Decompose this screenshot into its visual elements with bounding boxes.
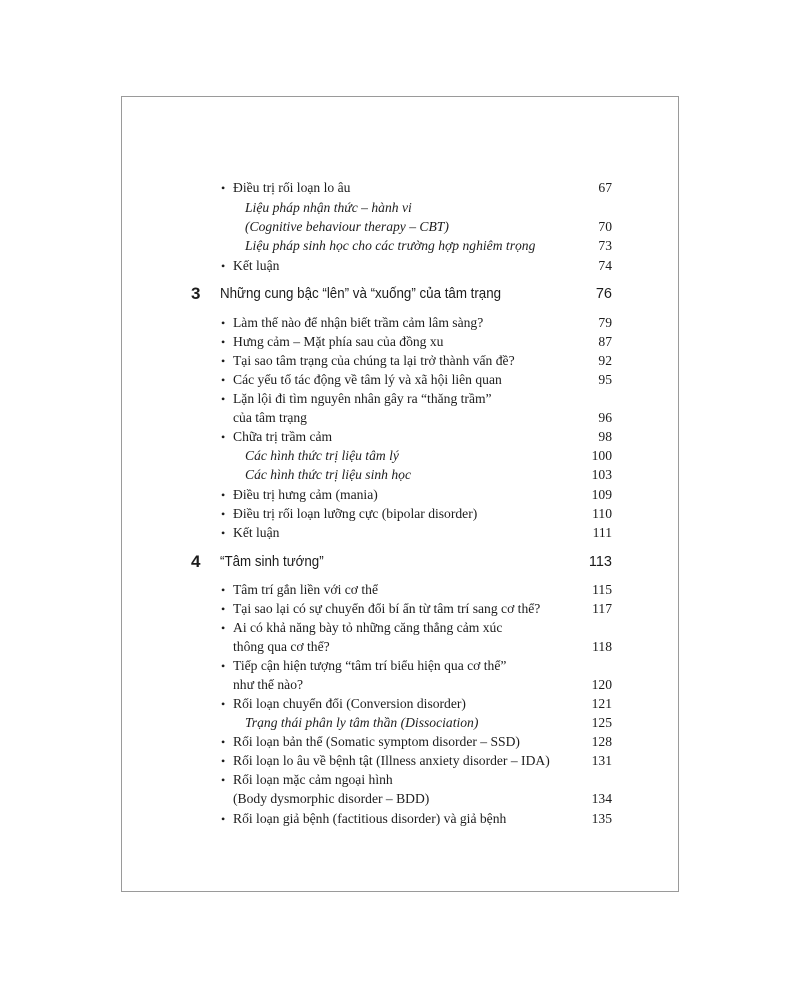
- page-number: 134: [591, 791, 612, 806]
- entry-title: Kết luận: [233, 525, 280, 540]
- page-number: 120: [591, 677, 612, 692]
- entry-title: Trạng thái phân ly tâm thần (Dissociation): [245, 715, 479, 730]
- entry-title: Liệu pháp nhận thức – hành vi: [245, 200, 412, 215]
- bullet-icon: •: [221, 507, 226, 521]
- toc-subentry: [0, 236, 800, 256]
- entry-title: của tâm trạng: [233, 410, 307, 425]
- bullet-icon: •: [221, 354, 226, 368]
- toc-entry: [0, 618, 800, 638]
- toc-entry: [0, 504, 800, 524]
- bullet-icon: •: [221, 754, 226, 768]
- chapter-number: 3: [191, 284, 201, 303]
- entry-title: Hưng cảm – Mặt phía sau của đồng xu: [233, 334, 444, 349]
- chapter-heading: [0, 550, 800, 574]
- page-number: 79: [598, 315, 612, 330]
- toc-subentry: [0, 217, 800, 237]
- bullet-icon: •: [221, 583, 226, 597]
- toc-entry: [0, 427, 800, 447]
- page-number: 67: [598, 180, 612, 195]
- toc-entry: [0, 599, 800, 619]
- toc-entry: [0, 408, 800, 428]
- page-number: 131: [591, 753, 612, 768]
- entry-title: Kết luận: [233, 258, 280, 273]
- entry-title: như thế nào?: [233, 677, 304, 692]
- toc-entry: [0, 523, 800, 543]
- toc-entry: [0, 485, 800, 505]
- entry-title: Các hình thức trị liệu sinh học: [245, 467, 411, 482]
- page-number: 115: [592, 582, 612, 597]
- bullet-icon: •: [221, 602, 226, 616]
- toc-entry: [0, 732, 800, 752]
- page-number: 117: [592, 601, 612, 616]
- toc-entry: [0, 637, 800, 657]
- page-number: 125: [591, 715, 612, 730]
- toc-entry: [0, 332, 800, 352]
- toc-subentry: [0, 713, 800, 733]
- page-number: 70: [598, 219, 612, 234]
- entry-title: Các hình thức trị liệu tâm lý: [245, 448, 399, 463]
- entry-title: Rối loạn giả bệnh (factitious disorder) và giả bệnh: [233, 811, 507, 826]
- entry-title: Rối loạn chuyển đổi (Conversion disorder): [233, 696, 466, 711]
- entry-title: Tại sao tâm trạng của chúng ta lại trở thành vấn đề?: [233, 353, 515, 368]
- page-number: 111: [592, 525, 612, 540]
- toc-subentry: [0, 446, 800, 466]
- bullet-icon: •: [221, 735, 226, 749]
- page-number: 109: [591, 487, 612, 502]
- toc-entry: [0, 313, 800, 333]
- toc-subentry: [0, 465, 800, 485]
- entry-title: Làm thế nào để nhận biết trầm cảm lâm sàng?: [233, 315, 484, 330]
- entry-title: Lặn lội đi tìm nguyên nhân gây ra “thăng trầm”: [233, 391, 492, 406]
- chapter-heading: [0, 282, 800, 306]
- page-number: 110: [592, 506, 612, 521]
- page-number: 92: [598, 353, 612, 368]
- page-number: 100: [591, 448, 612, 463]
- bullet-icon: •: [221, 697, 226, 711]
- bullet-icon: •: [221, 181, 226, 195]
- page-number: 98: [598, 429, 612, 444]
- bullet-icon: •: [221, 773, 226, 787]
- entry-title: (Cognitive behaviour therapy – CBT): [245, 219, 449, 234]
- entry-title: Rối loạn mặc cảm ngoại hình: [233, 772, 393, 787]
- bullet-icon: •: [221, 659, 226, 673]
- toc-entry: [0, 389, 800, 409]
- entry-title: Điều trị rối loạn lo âu: [233, 180, 351, 195]
- bullet-icon: •: [221, 335, 226, 349]
- bullet-icon: •: [221, 259, 226, 273]
- entry-title: (Body dysmorphic disorder – BDD): [233, 791, 430, 806]
- bullet-icon: •: [221, 621, 226, 635]
- chapter-title: “Tâm sinh tướng”: [220, 554, 324, 570]
- entry-title: Tiếp cận hiện tượng “tâm trí biểu hiện qua cơ thể”: [233, 658, 507, 673]
- page-number: 73: [598, 238, 612, 253]
- toc-entry: [0, 580, 800, 600]
- toc-entry: [0, 351, 800, 371]
- toc-entry: [0, 789, 800, 809]
- toc-entry: [0, 256, 800, 276]
- toc-entry: [0, 770, 800, 790]
- toc-entry: [0, 656, 800, 676]
- entry-title: Tâm trí gắn liền với cơ thể: [233, 582, 378, 597]
- page-number: 103: [591, 467, 612, 482]
- page-number: 118: [592, 639, 612, 654]
- page-number: 76: [595, 286, 612, 302]
- entry-title: Các yếu tố tác động về tâm lý và xã hội liên quan: [233, 372, 502, 387]
- bullet-icon: •: [221, 316, 226, 330]
- bullet-icon: •: [221, 526, 226, 540]
- entry-title: Tại sao lại có sự chuyển đổi bí ẩn từ tâm trí sang cơ thể?: [233, 601, 541, 616]
- entry-title: Chữa trị trầm cảm: [233, 429, 333, 444]
- page-number: 74: [598, 258, 612, 273]
- bullet-icon: •: [221, 488, 226, 502]
- toc-entry: [0, 370, 800, 390]
- page-number: 113: [588, 554, 612, 570]
- toc-entry: [0, 751, 800, 771]
- entry-title: Rối loạn lo âu về bệnh tật (Illness anxiety disorder – IDA): [233, 753, 550, 768]
- chapter-number: 4: [191, 552, 201, 571]
- entry-title: Liệu pháp sinh học cho các trường hợp nghiêm trọng: [245, 238, 536, 253]
- page-number: 121: [591, 696, 612, 711]
- toc-subentry: [0, 198, 800, 218]
- page-number: 95: [598, 372, 612, 387]
- entry-title: Ai có khả năng bày tỏ những căng thẳng cảm xúc: [233, 620, 503, 635]
- entry-title: Rối loạn bản thể (Somatic symptom disorder – SSD): [233, 734, 520, 749]
- entry-title: thông qua cơ thể?: [233, 639, 330, 654]
- toc-entry: [0, 694, 800, 714]
- bullet-icon: •: [221, 430, 226, 444]
- page-number: 96: [598, 410, 612, 425]
- bullet-icon: •: [221, 373, 226, 387]
- toc-entry: [0, 178, 800, 198]
- bullet-icon: •: [221, 392, 226, 406]
- page-number: 87: [598, 334, 612, 349]
- entry-title: Điều trị hưng cảm (mania): [233, 487, 378, 502]
- bullet-icon: •: [221, 812, 226, 826]
- toc-entry: [0, 675, 800, 695]
- page-number: 135: [591, 811, 612, 826]
- entry-title: Điều trị rối loạn lưỡng cực (bipolar disorder): [233, 506, 478, 521]
- page-number: 128: [591, 734, 612, 749]
- toc-entry: [0, 809, 800, 829]
- chapter-title: Những cung bậc “lên” và “xuống” của tâm trạng: [220, 286, 502, 302]
